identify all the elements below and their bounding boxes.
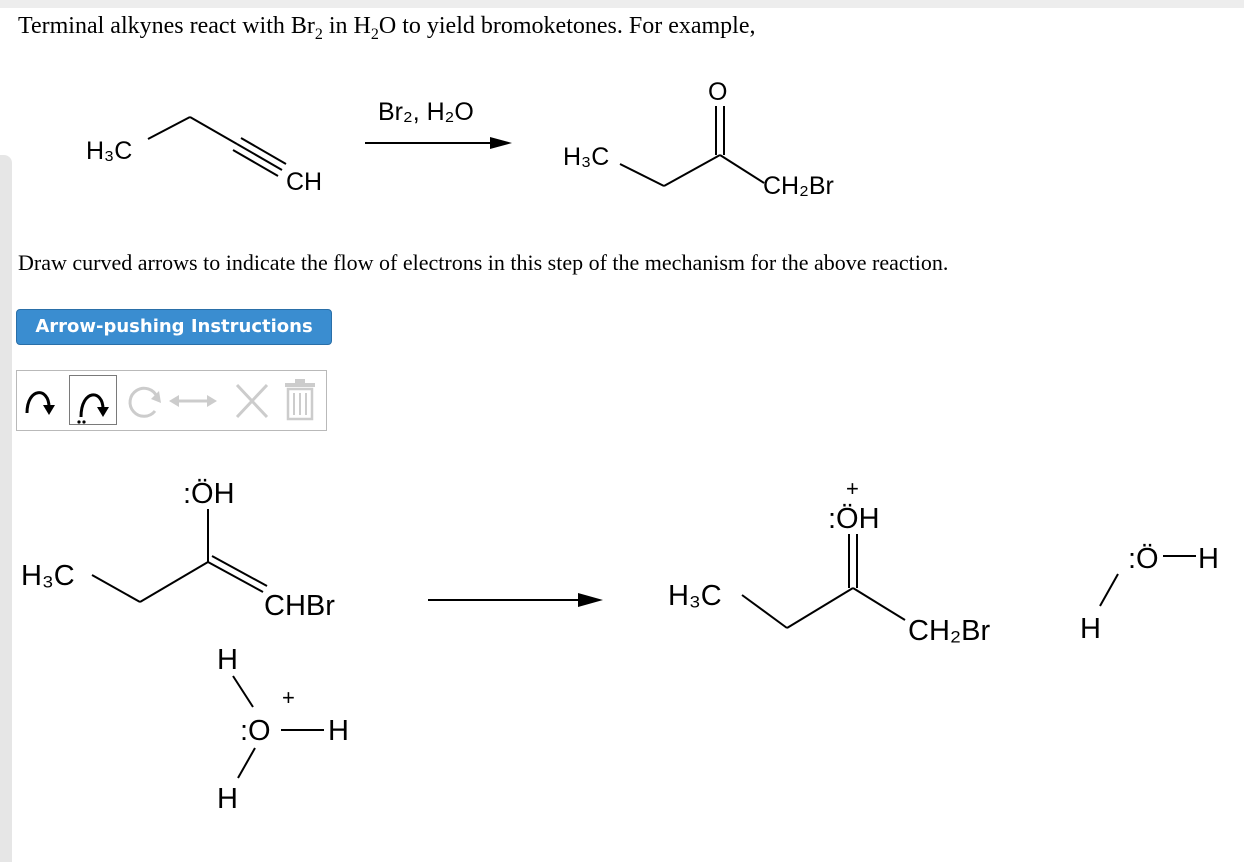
trash-icon [281, 375, 321, 427]
enol-double-1 [208, 562, 263, 592]
resonance-arrow-tool[interactable] [165, 375, 213, 427]
hydronium-bond-top [233, 676, 253, 707]
water-h-bottom-label: H [1080, 613, 1101, 645]
product-bond-3 [720, 155, 764, 183]
hydronium-h-bottom-label: H [217, 783, 238, 815]
reactant-ch-label: CH [286, 168, 323, 196]
water-o-label: :Ö [1128, 543, 1159, 575]
product-ch2br-label: CH₂Br [763, 172, 834, 200]
cation-bond-3 [853, 588, 905, 620]
single-electron-arrow-tool[interactable] [69, 375, 119, 427]
cation-ch2br-label: CH₂Br [908, 615, 991, 647]
curved-arrow-icon [19, 375, 67, 427]
water-h-right-label: H [1198, 543, 1219, 575]
cation-ch3-label: H₃C [668, 580, 722, 612]
cation-bond-1 [742, 595, 787, 628]
instruction-text: Draw curved arrows to indicate the flow of electrons in this step of the mechanism for the above reaction. [18, 250, 949, 275]
reactant-ch3-label: H₃C [86, 137, 133, 165]
product-o-label: O [708, 78, 728, 106]
electron-pair-arrow-tool[interactable] [19, 375, 67, 427]
hydronium-charge-label: + [282, 685, 295, 710]
cation-bond-2 [787, 588, 853, 628]
hydronium-h-right-label: H [328, 715, 349, 747]
clear-all-tool[interactable] [281, 375, 329, 427]
product-bond-2 [664, 155, 720, 186]
enol-oh-label: :ÖH [183, 478, 235, 510]
reagent-label: Br₂, H₂O [378, 98, 474, 126]
delete-tool[interactable] [229, 375, 277, 427]
enol-bond-1 [92, 575, 140, 602]
double-headed-arrow-icon [165, 375, 221, 427]
enol-bond-2 [140, 562, 208, 602]
water-bond-bottom [1100, 574, 1118, 606]
x-icon [229, 375, 277, 427]
tool-selected-frame [69, 375, 117, 425]
arrow-pushing-instructions-button[interactable]: Arrow-pushing Instructions [16, 309, 332, 345]
hydronium-o-label: :O [240, 715, 271, 747]
question-text: Terminal alkynes react with $Br_2$ in $H_2O$ to yield bromoketones. For example, [18, 13, 756, 43]
enol-chbr-label: CHBr [264, 590, 335, 622]
hydronium-h-top-label: H [217, 644, 238, 676]
cation-charge-label: + [846, 476, 859, 501]
product-bond-1 [620, 164, 664, 186]
circle-arrow-icon [121, 375, 169, 427]
example-arrowhead [490, 137, 512, 149]
cation-oh-label: :ÖH [828, 503, 880, 535]
mechanism-arrowhead [578, 593, 603, 607]
hydronium-bond-bottom [238, 748, 255, 778]
enol-ch3-label: H₃C [21, 560, 75, 592]
drawing-toolbar [16, 370, 327, 431]
reactant-bond-2 [190, 117, 237, 144]
product-ch3-label: H₃C [563, 143, 610, 171]
reaction-arrow-tool[interactable] [121, 375, 169, 427]
enol-double-2 [212, 556, 267, 586]
reactant-bond-1 [148, 117, 190, 139]
